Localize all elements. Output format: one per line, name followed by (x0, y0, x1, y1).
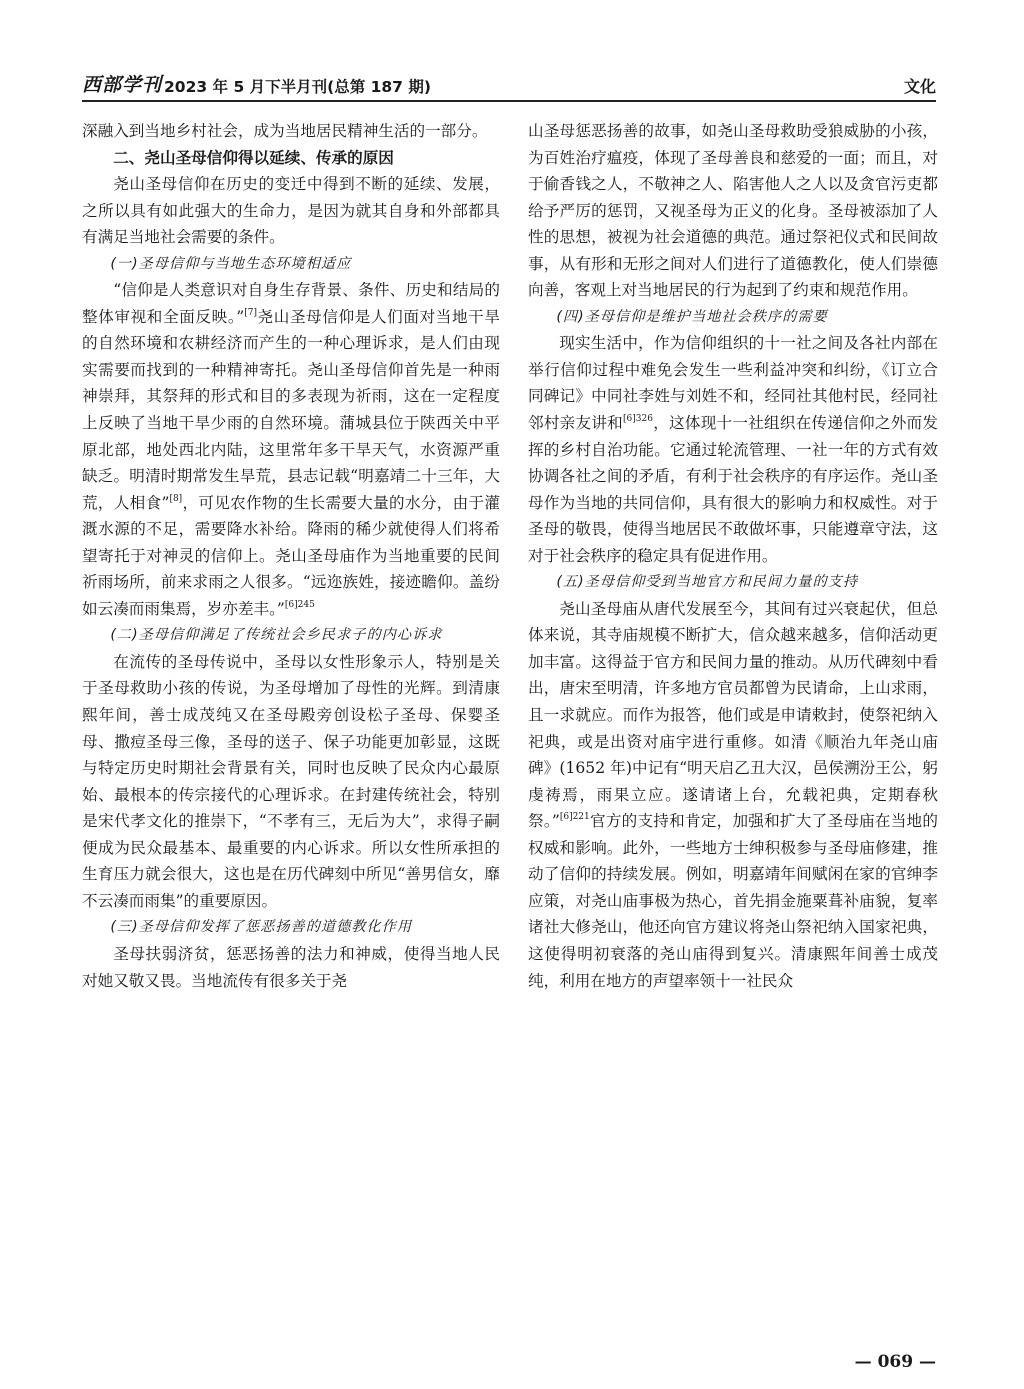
citation-ref: [8] (169, 493, 183, 504)
subsection-heading (528, 304, 938, 331)
paragraph-text: 二、尧山圣母信仰得以延续、传承的原因 (113, 148, 394, 167)
paragraph (82, 277, 500, 622)
paragraph-text: 尧山圣母庙从唐代发展至今，其间有过兴衰起伏，但总体来说，其寺庙规模不断扩大，信众越来越多，信仰活动更加丰富。这得益于官方和民间力量的推动。从历代碑刻中看出，唐宋至明清，许多地方官员都曾为民请命，上山求雨，且一求就应。而作为报答，他们或是申请敕封，使祭祀纳入祀典，或是出资对庙宇进行重修。如清《顺治九年尧山庙碑》(1652 年)中记有“明天启乙丑大汉，邑侯溯汾王公，躬虔祷焉，雨果立应。遂请诸上台，允载祀典，定期春秋祭。” (528, 599, 938, 831)
paragraph-text: (五)圣母信仰受到当地官方和民间力量的支持 (556, 574, 859, 591)
paragraph-text: (一)圣母信仰与当地生态环境相适应 (110, 255, 352, 272)
paragraph (82, 171, 500, 251)
paragraph-text: 尧山圣母信仰是人们面对当地干旱的自然环境和农耕经济而产生的一种心理诉求，是人们由现实需要而找到的一种精神寄托。尧山圣母信仰首先是一种雨神崇拜，其祭拜的形式和目的多表现为祈雨，这在一定程度上反映了当地干旱少雨的自然环境。蒲城县位于陕西关中平原北部，地处西北内陆，这里常年多干旱天气，水资源严重缺乏。明清时期常发生旱荒，县志记载“明嘉靖二十三年，大荒，人相食” (82, 307, 500, 512)
page-number: — 069 — (854, 1352, 936, 1372)
right-column (528, 118, 938, 994)
paragraph-text: ，这体现十一社组织在传递信仰之外而发挥的乡村自治功能。它通过轮流管理、一社一年的方式有效协调各社之间的矛盾，有利于社会秩序的有序运作。尧山圣母作为当地的共同信仰，具有很大的影响力和权威性。对于圣母的敬畏，使得当地居民不敢做坏事，只能遵章守法，这对于社会秩序的稳定具有促进作用。 (528, 414, 938, 565)
left-column (82, 118, 500, 994)
paragraph (82, 649, 500, 914)
paragraph (82, 118, 500, 145)
paragraph-text: (三)圣母信仰发挥了惩恶扬善的道德教化作用 (110, 919, 413, 936)
citation-ref: [6]221 (559, 812, 590, 823)
paragraph (528, 118, 938, 304)
paragraph-text: (四)圣母信仰是维护当地社会秩序的需要 (556, 308, 828, 325)
section-heading (82, 145, 500, 172)
subsection-heading (82, 622, 500, 649)
paragraph-text: ，可见农作物的生长需要大量的水分，由于灌溉水源的不足，需要降水补给。降雨的稀少就使得人们将希望寄托于对神灵的信仰上。尧山圣母庙作为当地重要的民间祈雨场所，前来求雨之人很多。“远迩族姓，接迹瞻仰。盖纷如云凑而雨集焉，岁亦差丰。” (82, 493, 500, 618)
page-header (82, 64, 936, 102)
citation-ref: [6]245 (284, 599, 315, 610)
paragraph-text: 尧山圣母信仰在历史的变迁中得到不断的延续、发展，之所以具有如此强大的生命力，是因为就其自身和外部都具有满足当地社会需要的条件。 (82, 175, 500, 247)
paragraph-text: “信仰是人类意识对自身生存背景、条件、历史和结局的整体审视和全面反映。” (82, 281, 500, 326)
paragraph-text: 在流传的圣母传说中，圣母以女性形象示人，特别是关于圣母救助小孩的传说，为圣母增加了母性的光辉。到清康熙年间，善士成茂纯又在圣母殿旁创设松子圣母、保婴圣母、撒痘圣母三像，圣母的送子、保子功能更加彰显，这既与特定历史时期社会背景有关，同时也反映了民众内心最原始、最根本的传宗接代的心理诉求。在封建传统社会，特别是宋代孝文化的推崇下，“不孝有三，无后为大”，求得子嗣便成为民众最基本、最重要的内心诉求。所以女性所承担的生育压力就会很大，这也是在历代碑刻中所见“善男信女，靡不云凑而雨集”的重要原因。 (82, 652, 500, 910)
paragraph-text: 官方的支持和肯定，加强和扩大了圣母庙在当地的权威和影响。此外，一些地方士绅积极参与圣母庙修建，推动了信仰的持续发展。例如，明嘉靖年间赋闲在家的官绅李应策，对尧山庙事极为热心，首先捐金施粟葺补庙貌，复率诸社大修尧山，他还向官方建议将尧山祭祀纳入国家祀典，这使得明初衰落的尧山庙得到复兴。清康熙年间善士成茂纯，利用在地方的声望率领十一社民众 (528, 812, 938, 990)
section-label: 文化 (903, 77, 936, 96)
subsection-heading (82, 914, 500, 941)
issue-info: 2023 年 5 月下半月刊(总第 187 期) (164, 78, 431, 96)
paragraph (528, 596, 938, 994)
journal-logo: 西部学刊 (82, 74, 163, 96)
paragraph (528, 330, 938, 569)
subsection-heading (528, 569, 938, 596)
paragraph-text: 圣母扶弱济贫，惩恶扬善的法力和神威，使得当地人民对她又敬又畏。当地流传有很多关于尧 (82, 944, 500, 990)
subsection-heading (82, 251, 500, 278)
citation-ref: [6]326 (623, 414, 653, 425)
paragraph-text: 现实生活中，作为信仰组织的十一社之间及各社内部在举行信仰过程中难免会发生一些利益冲突和纠纷，《订立合同碑记》中同社李姓与刘姓不和，经同社其他村民，经同社邻村亲友讲和 (528, 334, 938, 433)
paragraph (82, 941, 500, 994)
paragraph-text: 深融入到当地乡村社会，成为当地居民精神生活的一部分。 (82, 122, 488, 140)
citation-ref: [7] (244, 307, 257, 318)
masthead (82, 70, 431, 100)
paragraph-text: (二)圣母信仰满足了传统社会乡民求子的内心诉求 (110, 627, 443, 644)
paragraph-text: 山圣母惩恶扬善的故事，如尧山圣母救助受狼威胁的小孩，为百姓治疗瘟疫，体现了圣母善良和慈爱的一面；而且，对于偷香钱之人，不敬神之人、陷害他人之人以及贪官污吏都给予严厉的惩罚，又视圣母为正义的化身。圣母被添加了人性的思想，被视为社会道德的典范。通过祭祀仪式和民间故事，从有形和无形之间对人们进行了道德教化，使人们崇德向善，客观上对当地居民的行为起到了约束和规范作用。 (528, 122, 938, 300)
